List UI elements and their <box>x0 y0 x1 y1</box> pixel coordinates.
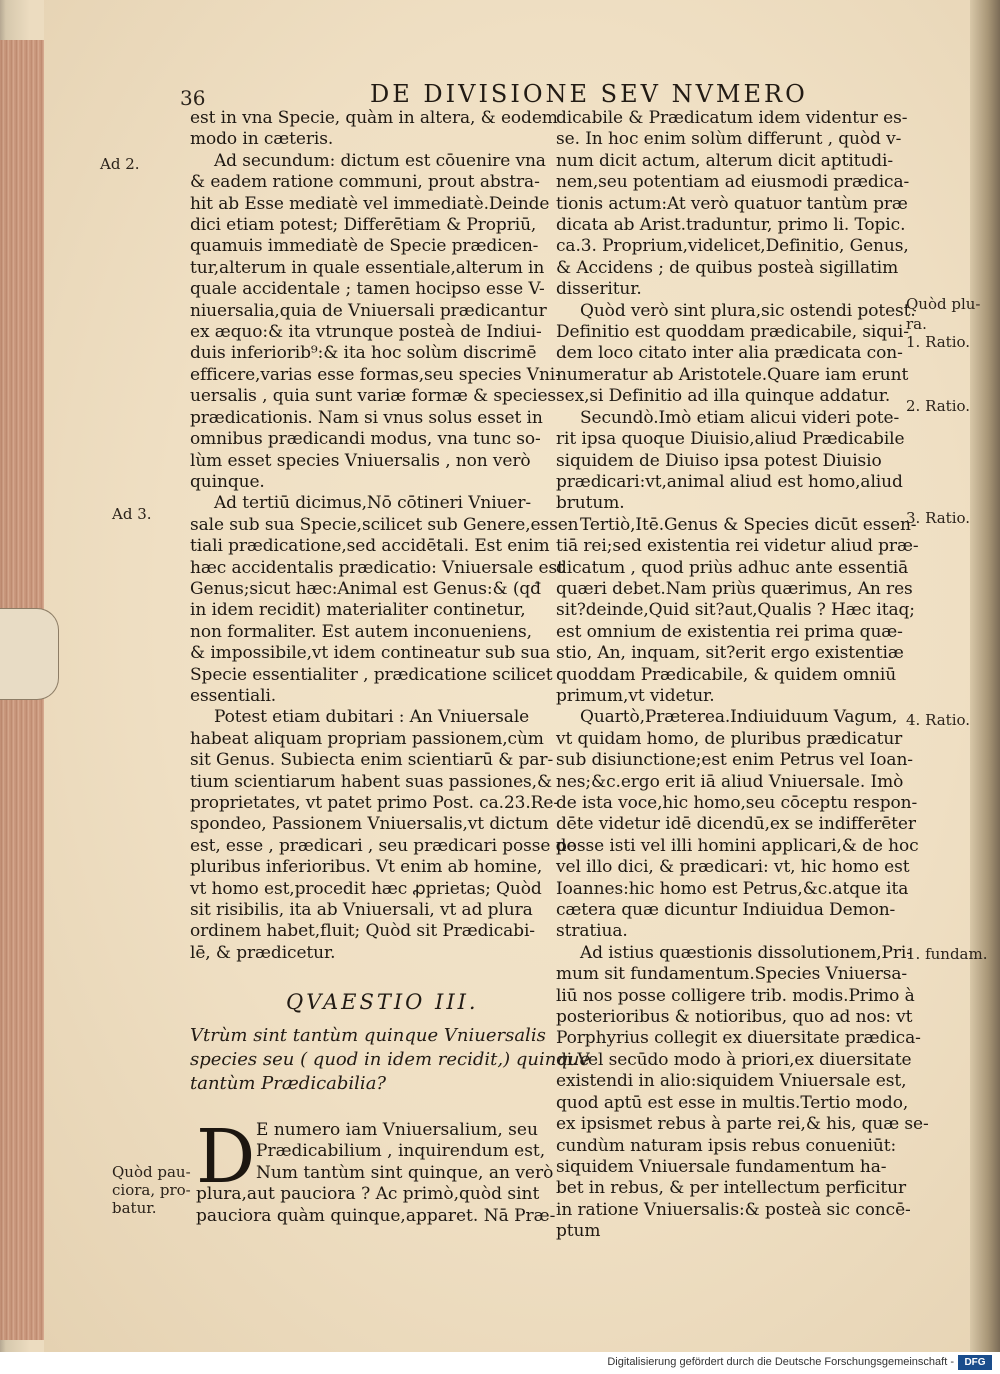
text-line: stio, An, inquam, sit?erit ergo existentiæ <box>556 643 904 664</box>
text-line: Ad secundum: dictum est cōuenire vna <box>214 150 546 171</box>
page-number: 36 <box>180 86 206 110</box>
text-line: num dicit actum, alterum dicit aptitudi- <box>556 150 894 171</box>
text-line: est in vna Specie, quàm in altera, & eodem <box>190 108 558 128</box>
text-line: quale accidentale ; tamen hocipso esse V- <box>190 279 545 300</box>
text-line: dici etiam potest; Differētiam & Propriū, <box>190 215 537 236</box>
body-line: E numero iam Vniuersalium, seu <box>256 1120 538 1140</box>
text-line: dicabile & Prædicatum idem videntur es- <box>556 108 908 128</box>
text-line: & impossibile,vt idem contineatur sub sua <box>190 643 551 664</box>
text-line: dicata ab Arist.traduntur, primo li. Topic. <box>556 215 906 236</box>
text-line: existendi in alio:siquidem Vniuersale est, <box>556 1071 907 1092</box>
clasp-tab <box>0 608 59 700</box>
margin-note-quod-plura: Quòd plu- <box>906 295 981 313</box>
margin-note-ratio-2: 2. Ratio. <box>906 397 971 415</box>
text-line: vel illo dici, & prædicari: vt, hic homo est <box>556 857 910 878</box>
dfg-logo: DFG <box>958 1355 992 1370</box>
text-line: Quartò,Præterea.Indiuiduum Vagum, <box>580 707 898 728</box>
text-line: Ioannes:hic homo est Petrus,&c.atque ita <box>556 878 909 899</box>
text-line: hit ab Esse mediatè vel immediatè.Deinde <box>190 193 550 214</box>
text-line: Ad tertiū dicimus,Nō cōtineri Vniuer- <box>214 493 532 514</box>
text-line: prædicari:vt,animal aliud est homo,aliud <box>556 471 903 492</box>
text-line: Genus;sicut hæc:Animal est Genus:& (qđ <box>190 578 541 599</box>
running-title: DE DIVISIONE SEV NVMERO <box>370 80 808 108</box>
text-line: quamuis immediatè de Specie prædicen- <box>190 236 539 257</box>
margin-note-quod-pauciora: Quòd pau- <box>112 1163 191 1181</box>
question-title-line: tantùm Prædicabilia? <box>190 1073 387 1094</box>
text-line: nes;&c.ergo erit iā aliud Vniuersale. Imò <box>556 771 904 792</box>
text-line: quoddam Prædicabile, & quidem omniū <box>556 664 897 685</box>
text-line: Tertiò,Itē.Genus & Species dicūt essen- <box>580 514 917 535</box>
text-line: ca.3. Proprium,videlicet,Definitio, Genus, <box>556 236 909 257</box>
text-line: tionis actum:At verò quatuor tantùm præ <box>556 193 908 214</box>
text-line: vt quidam homo, de pluribus prædicatur <box>556 728 903 749</box>
text-line: tium scientiarum habent suas passiones,& <box>190 771 552 792</box>
text-line: pluribus inferioribus. Vt enim ab homine, <box>190 857 543 878</box>
question-heading: QVAESTIO III. <box>286 990 479 1014</box>
text-line: siquidem Vniuersale fundamentum ha- <box>556 1156 887 1177</box>
text-line: posse isti vel illi homini applicari,& de hoc <box>556 835 919 856</box>
page-right-edge <box>970 0 1000 1352</box>
text-line: de ista voce,hic homo,seu cōceptu respon- <box>556 793 918 813</box>
text-line: Quòd verò sint plura,sic ostendi potest. <box>580 300 916 321</box>
margin-note-ad2: Ad 2. <box>100 155 140 173</box>
text-line: numeratur ab Aristotele.Quare iam erunt <box>556 364 909 385</box>
text-line: brutum. <box>556 493 625 514</box>
text-line: nem,seu potentiam ad eiusmodi prædica- <box>556 172 910 193</box>
question-title-line: Vtrùm sint tantùm quinque Vniuersalis <box>190 1025 546 1046</box>
text-line: efficere,varias esse formas,seu species Vni- <box>190 364 561 385</box>
text-line: primum,vt videtur. <box>556 685 715 706</box>
text-line: tiali prædicatione,sed accidētali. Est enim <box>190 536 550 557</box>
margin-note-ratio-3: 3. Ratio. <box>906 509 971 527</box>
drop-cap: D <box>196 1114 256 1200</box>
margin-note-fundamentum: 1. fundam. <box>906 945 988 963</box>
margin-note-quod-pauciora-3: batur. <box>112 1199 157 1217</box>
text-line: ptum <box>556 1221 601 1242</box>
margin-note-ratio-1: 1. Ratio. <box>906 333 971 351</box>
text-line: Porphyrius collegit ex diuersitate prædica- <box>556 1028 921 1049</box>
text-line: sale sub sua Specie,scilicet sub Genere,essen <box>190 514 579 535</box>
text-line: dēte videtur idē dicendū,ex se indifferēter <box>556 814 916 835</box>
text-line: habeat aliquam propriam passionem,cùm <box>190 728 544 749</box>
text-line: uersalis , quia sunt variæ formæ & species <box>190 386 557 407</box>
text-line: liū nos posse colligere trib. modis.Primo à <box>556 985 915 1006</box>
text-line: ex ipsismet rebus à parte rei,& his, quæ se- <box>556 1114 929 1135</box>
text-line: sit?deinde,Quid sit?aut,Qualis ? Hæc itaq; <box>556 600 915 621</box>
text-line: mum sit fundamentum.Species Vniuersa- <box>556 964 908 985</box>
text-line: quinque. <box>190 471 265 492</box>
text-line: dicatum , quod priùs adhuc ante essentiā <box>556 557 909 578</box>
funding-notice: Digitalisierung gefördert durch die Deutsche Forschungsgemeinschaft - <box>607 1356 954 1368</box>
question-title-line: species seu ( quod in idem recidit,) quinque <box>190 1049 591 1070</box>
text-line: lē, & prædicetur. <box>190 942 336 963</box>
text-line: cætera quæ dicuntur Indiuidua Demon- <box>556 900 896 921</box>
text-line: non formaliter. Est autem inconueniens, <box>190 621 532 642</box>
text-line: Specie essentialiter , prædicatione scilicet <box>190 664 553 685</box>
text-line: est omnium de existentia rei prima quæ- <box>556 621 903 642</box>
text-line: modo in cæteris. <box>190 129 334 150</box>
text-line: in idem recidit) materialiter continetur, <box>190 600 526 621</box>
text-line: prædicationis. Nam si vnus solus esset in <box>190 407 543 428</box>
body-line: plura,aut pauciora ? Ac primò,quòd sint <box>196 1184 540 1205</box>
text-line: tiā rei;sed existentia rei videtur aliud præ- <box>556 536 919 557</box>
text-line: stratiua. <box>556 921 628 942</box>
text-line: cundùm naturam ipsis rebus conueniūt: <box>556 1135 897 1156</box>
right-column <box>556 108 929 1243</box>
text-line: Definitio est quoddam prædicabile, siqui- <box>556 322 909 343</box>
body-line: pauciora quàm quinque,apparet. Nā Præ- <box>196 1205 556 1226</box>
margin-note-ad3: Ad 3. <box>112 505 152 523</box>
margin-note-quod-pauciora-2: ciora, pro- <box>112 1181 191 1199</box>
question-title <box>190 1024 590 1096</box>
text-line: rit ipsa quoque Diuisio,aliud Prædicabile <box>556 429 905 450</box>
text-line: hæc accidentalis prædicatio: Vniuersale est <box>190 557 564 578</box>
text-line: siquidem de Diuiso ipsa potest Diuisio <box>556 450 882 471</box>
text-line: in ratione Vniuersalis:& posteà sic concē- <box>556 1199 911 1220</box>
text-line: se. In hoc enim solùm differunt , quòd v- <box>556 129 902 150</box>
text-line: & eadem ratione communi, prout abstra- <box>190 172 540 193</box>
text-line: spondeo, Passionem Vniuersalis,vt dictum <box>190 814 549 835</box>
left-column <box>190 108 579 964</box>
text-line: sub disiunctione;est enim Petrus vel Ioan- <box>556 750 913 771</box>
text-line: ordinem habet,fluit; Quòd sit Prædicabi- <box>190 921 535 942</box>
text-line: disseritur. <box>556 279 642 300</box>
body-line: Num tantùm sint quinque, an verò <box>256 1162 554 1183</box>
text-line: duis inferiorib⁹:& ita hoc solùm discrimē <box>190 343 537 364</box>
text-line: & Accidens ; de quibus posteà sigillatim <box>556 257 899 278</box>
text-line: Potest etiam dubitari : An Vniuersale <box>214 707 530 728</box>
footer-bar <box>0 1352 1000 1374</box>
text-line: quod aptū est esse in multis.Tertio modo, <box>556 1092 909 1113</box>
text-line: proprietates, vt patet primo Post. ca.23.Re- <box>190 793 559 813</box>
margin-note-ratio-4: 4. Ratio. <box>906 711 971 729</box>
text-line: dem loco citato inter alia prædicata con- <box>556 343 903 364</box>
question-body <box>196 1120 556 1227</box>
text-line: sit Genus. Subiecta enim scientiarū & par- <box>190 750 554 771</box>
text-line: omnibus prædicandi modus, vna tunc so- <box>190 429 541 450</box>
text-line: sit risibilis, ita ab Vniuersali, vt ad plura <box>190 900 533 921</box>
text-line: niuersalia,quia de Vniuersali prædicantur <box>190 300 547 321</box>
text-line: vt homo est,procedit hæc ꝓprietas; Quòd <box>190 878 542 899</box>
text-line: quæri debet.Nam priùs quærimus, An res <box>556 578 913 599</box>
text-line: lùm esset species Vniuersalis , non verò <box>190 450 531 471</box>
text-line: posterioribus & notioribus, quo ad nos: vt <box>556 1007 913 1028</box>
text-line: sex,si Definitio ad illa quinque addatur. <box>556 386 891 407</box>
text-line: Secundò.Imò etiam alicui videri pote- <box>580 407 900 428</box>
text-line: di.Vel secūdo modo à priori,ex diuersitate <box>556 1049 912 1070</box>
text-line: Ad istius quæstionis dissolutionem,Pri- <box>580 942 912 963</box>
text-line: est, esse , prædicari , seu prædicari posse de <box>190 835 577 856</box>
text-line: ex æquo:& ita vtrunque posteà de Indiui- <box>190 322 542 343</box>
text-line: essentiali. <box>190 685 277 706</box>
text-line: bet in rebus, & per intellectum perficitur <box>556 1178 907 1199</box>
margin-note-quod-plura-2: ra. <box>906 315 927 333</box>
body-line: Prædicabilium , inquirendum est, <box>256 1141 546 1162</box>
text-line: tur,alterum in quale essentiale,alterum in <box>190 257 545 278</box>
